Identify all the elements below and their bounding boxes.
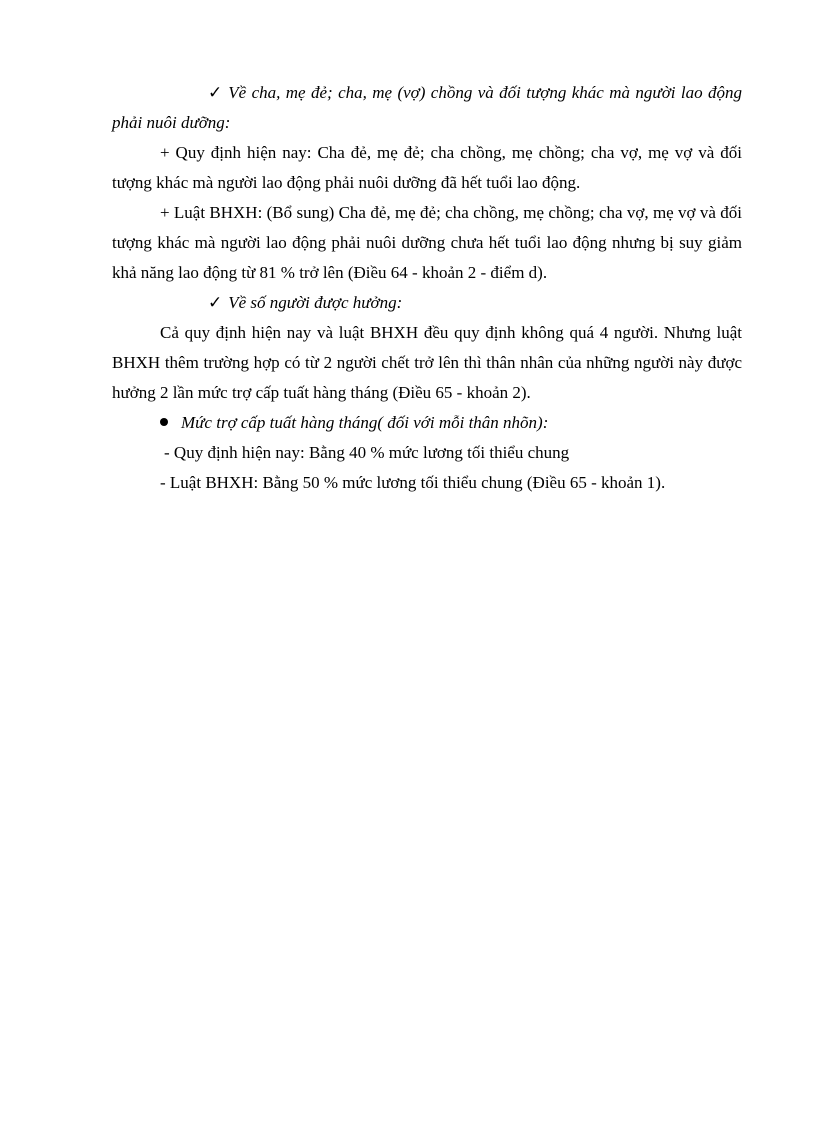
paragraph-bhxh-law: + Luật BHXH: (Bổ sung) Cha đẻ, mẹ đẻ; cha chồng, mẹ chồng; cha vợ, mẹ vợ và đối tượng khác mà người lao động phải nuôi dưỡng chưa hết tuổi lao động nhưng bị suy giảm khả năng lao động từ 81 % trở lên (Điều 64 - khoản 2 - điểm d). [112, 203, 742, 282]
section-heading-text: Về cha, mẹ đẻ; cha, mẹ (vợ) chồng và đối tượng khác mà người lao động phải nuôi dưỡng: [112, 83, 742, 132]
paragraph-current-regulation: + Quy định hiện nay: Cha đẻ, mẹ đẻ; cha chồng, mẹ chồng; cha vợ, mẹ vợ và đối tượng khác mà người lao động phải nuôi dưỡng đã hết tuổi lao động. [112, 143, 742, 192]
section-heading-beneficiaries [112, 288, 742, 318]
section-heading-text: Về số người được hưởng: [228, 293, 403, 312]
bullet-heading-monthly-allowance [112, 408, 742, 438]
document-page [112, 78, 742, 498]
paragraph-beneficiaries: Cả quy định hiện nay và luật BHXH đều quy định không quá 4 người. Nhưng luật BHXH thêm trường hợp có từ 2 người chết trở lên thì thân nhân của những người này được hưởng 2 lần mức trợ cấp tuất hàng tháng (Điều 65 - khoản 2). [112, 323, 742, 402]
bullet-icon [160, 418, 168, 426]
checkmark-icon: ✓ [208, 83, 223, 102]
dash-item-current: - Quy định hiện nay: Bằng 40 % mức lương tối thiểu chung [164, 443, 570, 462]
checkmark-icon: ✓ [208, 293, 223, 312]
dash-item-bhxh: - Luật BHXH: Bằng 50 % mức lương tối thiểu chung (Điều 65 - khoản 1). [160, 473, 666, 492]
section-heading-dependents [112, 78, 742, 138]
bullet-heading-text: Mức trợ cấp tuất hàng tháng( đối với mỗi thân nhõn): [181, 413, 549, 432]
